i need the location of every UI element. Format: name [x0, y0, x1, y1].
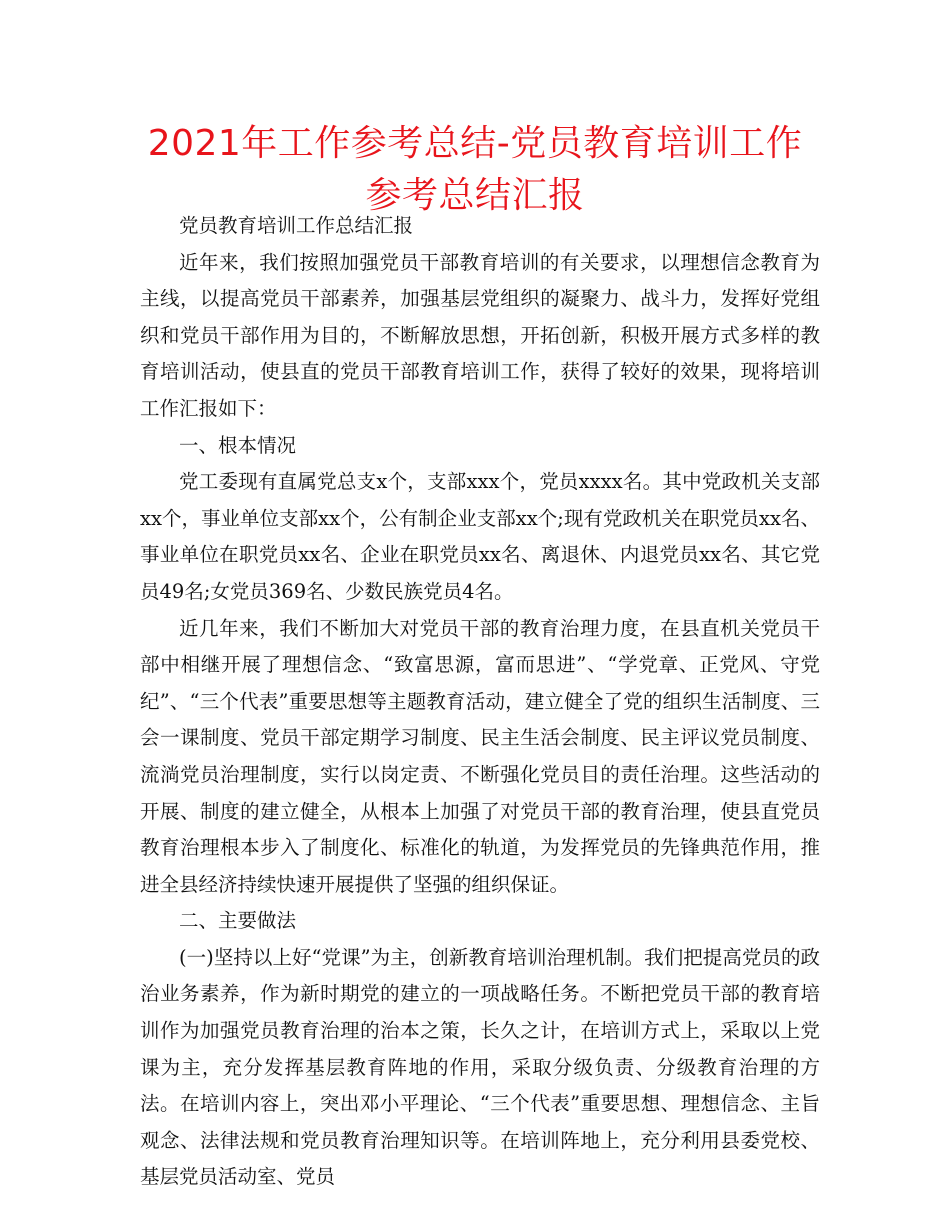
section-heading-main-practices: 二、主要做法: [179, 909, 297, 933]
paragraph-party-lessons: (一)坚持以上好“党课”为主，创新教育培训治理机制。我们把提高党员的政治业务素养，作为新时期党的建立的一项战略任务。不断把党员干部的教育培训作为加强党员教育治理的治本之策，长久之计，在培训方式上，采取以上党课为主，充分发挥基层教育阵地的作用，采取分级负责、分级教育治理的方法。在培训内容上，突出邓小平理论、“三个代表”重要思想、理想信念、主旨观念、法律法规和党员教育治理知识等。在培训阵地上，充分利用县委党校、基层党员活动室、党员: [140, 945, 820, 1189]
paragraph-education-activities: 近几年来，我们不断加大对党员干部的教育治理力度，在县直机关党员干部中相继开展了理想信念、“致富思源，富而思进”、“学党章、正党风、守党纪”、“三个代表”重要思想等主题教育活动，建立健全了党的组织生活制度、三会一课制度、党员干部定期学习制度、民主生活会制度、民主评议党员制度、流淌党员治理制度，实行以岗定责、不断强化党员目的责任治理。这些活动的开展、制度的建立健全，从根本上加强了对党员干部的教育治理，使县直党员教育治理根本步入了制度化、标准化的轨道，为发挥党员的先锋典范作用，推进全县经济持续快速开展提供了坚强的组织保证。: [140, 616, 820, 896]
section-heading-basic-situation: 一、根本情况: [179, 433, 297, 457]
paragraph-membership-stats: 党工委现有直属党总支x个，支部xxx个，党员xxxx名。其中党政机关支部xx个，事业单位支部xx个，公有制企业支部xx个;现有党政机关在职党员xx名、事业单位在职党员xx名、企业在职党员xx名、离退休、内退党员xx名、其它党员49名;女党员369名、少数民族党员4名。: [140, 470, 820, 603]
paragraph-subtitle: 党员教育培训工作总结汇报: [179, 214, 414, 237]
paragraph-intro: 近年来，我们按照加强党员干部教育培训的有关要求，以理想信念教育为主线，以提高党员干部素养，加强基层党组织的凝聚力、战斗力，发挥好党组织和党员干部作用为目的，不断解放思想，开拓创新，积极开展方式多样的教育培训活动，使县直的党员干部教育培训工作，获得了较好的效果，现将培训工作汇报如下：: [140, 250, 820, 420]
document-title: 2021年工作参考总结-党员教育培训工作参考总结汇报: [147, 123, 803, 216]
document-body: [140, 208, 820, 1196]
